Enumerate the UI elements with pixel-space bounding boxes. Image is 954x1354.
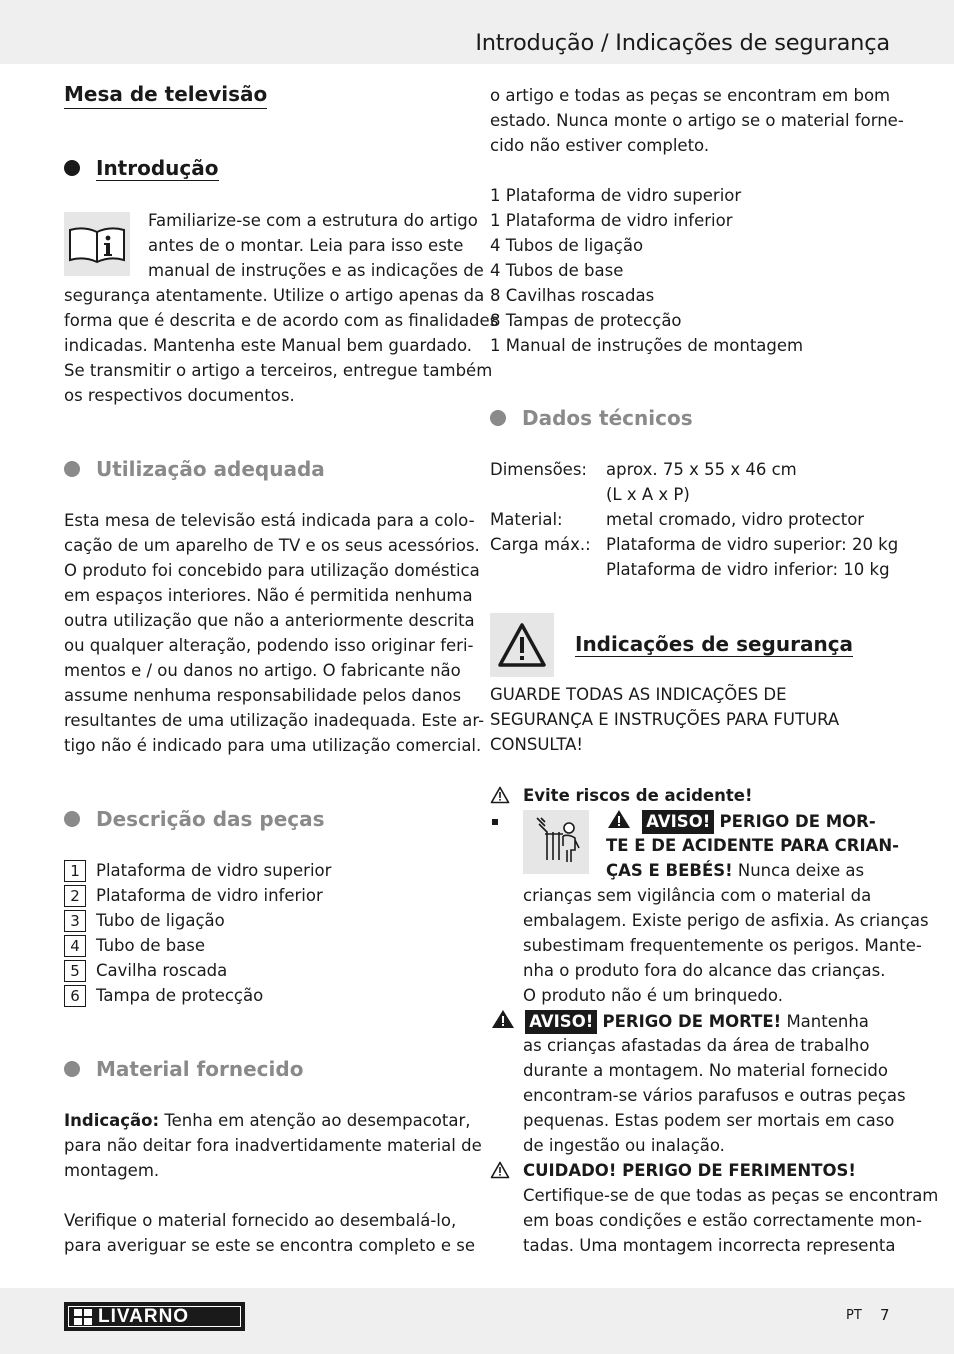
section-title-text: Utilização adequada: [96, 457, 325, 481]
intro-text-line: manual de instruções e as indicações de: [148, 261, 484, 280]
supplied-list-item: 1 Plataforma de vidro inferior: [490, 211, 733, 230]
bullet-icon: [64, 160, 80, 176]
warning-2-text: Mantenha: [781, 1012, 869, 1031]
warning-1-line: subestimam frequentemente os perigos. Mante-: [523, 936, 922, 955]
tech-value: metal cromado, vidro protector: [606, 510, 865, 529]
keep-instructions-line: GUARDE TODAS AS INDICAÇÕES DE: [490, 685, 787, 704]
warning-1-line: embalagem. Existe perigo de asfixia. As crianças: [523, 911, 929, 930]
warning-1-head-line: TE E DE ACIDENTE PARA CRIAN-: [606, 836, 900, 855]
use-text-line: tigo não é indicado para uma utilização comercial.: [64, 736, 482, 755]
use-text-line: mentos e / ou danos no artigo. O fabricante não: [64, 661, 461, 680]
part-label: Plataforma de vidro superior: [96, 861, 332, 880]
bullet-icon: [64, 811, 80, 827]
intro-text-line: indicadas. Mantenha este Manual bem guardado.: [64, 336, 473, 355]
tech-label: Material:: [490, 510, 563, 529]
section-title-supplied: [64, 1055, 303, 1083]
section-title-intended-use: [64, 455, 325, 483]
supplied-list-item: 8 Tampas de protecção: [490, 311, 682, 330]
warning-2-line: as crianças afastadas da área de trabalho: [523, 1036, 870, 1055]
use-text-line: ou qualquer alteração, podendo isso originar feri-: [64, 636, 474, 655]
warning-2-line: pequenas. Estas podem ser mortais em caso: [523, 1111, 895, 1130]
supplied-cont-line: cido não estiver completo.: [490, 136, 710, 155]
part-number: 4: [64, 935, 86, 957]
supplied-cont-line: o artigo e todas as peças se encontram em bom: [490, 86, 891, 105]
use-text-line: assume nenhuma responsabilidade pelos danos: [64, 686, 462, 705]
tech-value: (L x A x P): [606, 485, 690, 504]
part-number: 2: [64, 885, 86, 907]
supplied-list-item: 1 Plataforma de vidro superior: [490, 186, 742, 205]
section-title-safety: [575, 630, 853, 658]
part-label: Tampa de protecção: [96, 986, 264, 1005]
tech-value: Plataforma de vidro inferior: 10 kg: [606, 560, 890, 579]
accident-heading: Evite riscos de acidente!: [523, 786, 753, 805]
logo-squares-icon: [74, 1309, 92, 1325]
supplied-check-line: Verifique o material fornecido ao desembalá-lo,: [64, 1211, 457, 1230]
brand-logo: [64, 1302, 245, 1331]
warning-2-line: durante a montagem. No material fornecido: [523, 1061, 888, 1080]
warning-1-line: O produto não é um brinquedo.: [523, 986, 783, 1005]
section-title-text: Dados técnicos: [522, 406, 693, 430]
supplied-note-line: montagem.: [64, 1161, 160, 1180]
note-text: Tenha em atenção ao desempacotar,: [159, 1111, 471, 1130]
supplied-list-item: 8 Cavilhas roscadas: [490, 286, 655, 305]
use-text-line: em espaços interiores. Não é permitida nenhuma: [64, 586, 473, 605]
warning-triangle-icon: [490, 613, 554, 677]
intro-text-line: antes de o montar. Leia para isso este: [148, 236, 464, 255]
use-text-line: cação de um aparelho de TV e os seus acessórios.: [64, 536, 480, 555]
supplied-list-item: 1 Manual de instruções de montagem: [490, 336, 804, 355]
bullet-icon: [490, 410, 506, 426]
info-manual-icon: [64, 212, 130, 276]
brand-name: LIVARNO: [98, 1305, 190, 1327]
warning-1-line: nha o produto fora do alcance das crianças.: [523, 961, 886, 980]
warning-1-bold-text: ÇAS E BEBÉS!: [606, 861, 733, 880]
square-bullet-icon: [492, 819, 498, 825]
tech-label: Carga máx.:: [490, 535, 591, 554]
use-text-line: Esta mesa de televisão está indicada para a colo-: [64, 511, 475, 530]
section-title-tech-data: [490, 404, 693, 432]
keep-instructions-line: CONSULTA!: [490, 735, 584, 754]
aviso-badge: AVISO!: [642, 810, 714, 834]
warning-3-line: em boas condições e estão correctamente mon-: [523, 1211, 922, 1230]
language-code: PT: [846, 1308, 862, 1323]
part-number: 3: [64, 910, 86, 932]
part-label: Plataforma de vidro inferior: [96, 886, 323, 905]
part-number: 6: [64, 985, 86, 1007]
warning-1-text: Nunca deixe as: [732, 861, 865, 880]
keep-instructions-line: SEGURANÇA E INSTRUÇÕES PARA FUTURA: [490, 710, 840, 729]
section-title-text: Material fornecido: [96, 1057, 304, 1081]
tech-label: Dimensões:: [490, 460, 587, 479]
note-label: Indicação:: [64, 1111, 160, 1130]
section-title-introduction: [64, 154, 219, 182]
tech-value: Plataforma de vidro superior: 20 kg: [606, 535, 899, 554]
warning-3-line: tadas. Uma montagem incorrecta representa: [523, 1236, 896, 1255]
page-header-title: Introdução / Indicações de segurança: [475, 30, 890, 56]
supplied-note-line: [64, 1108, 471, 1133]
small-warning-icon: [490, 786, 510, 808]
warning-3-line: Certifique-se de que todas as peças se encontram: [523, 1186, 939, 1205]
section-title-text: Introdução: [96, 156, 219, 180]
part-number: 5: [64, 960, 86, 982]
warning-1-line: crianças sem vigilância com o material da: [523, 886, 872, 905]
intro-text-line: Se transmitir o artigo a terceiros, entregue também: [64, 361, 493, 380]
warning-1-head-line: [606, 858, 864, 883]
part-label: Tubo de base: [96, 936, 206, 955]
small-warning-icon: [490, 1161, 510, 1183]
supplied-cont-line: estado. Nunca monte o artigo se o material forne-: [490, 111, 904, 130]
document-title: Mesa de televisão: [64, 80, 267, 109]
section-title-text: Indicações de segurança: [575, 632, 854, 656]
use-text-line: O produto foi concebido para utilização doméstica: [64, 561, 480, 580]
section-title-text: Descrição das peças: [96, 807, 325, 831]
intro-text-line: segurança atentamente. Utilize o artigo apenas da: [64, 286, 485, 305]
warning-3-head: CUIDADO! PERIGO DE FERIMENTOS!: [523, 1161, 856, 1180]
intro-text-line: forma que é descrita e de acordo com as finalidades: [64, 311, 499, 330]
use-text-line: resultantes de uma utilização inadequada. Este ar-: [64, 711, 485, 730]
part-label: Cavilha roscada: [96, 961, 228, 980]
page-number: 7: [880, 1306, 890, 1324]
part-number: 1: [64, 860, 86, 882]
intro-text-line: Familiarize-se com a estrutura do artigo: [148, 211, 478, 230]
tech-value: aprox. 75 x 55 x 46 cm: [606, 460, 797, 479]
bullet-icon: [64, 1061, 80, 1077]
section-title-parts: [64, 805, 325, 833]
warning-2-line: de ingestão ou inalação.: [523, 1136, 725, 1155]
warning-1-head-text: PERIGO DE MOR-: [719, 812, 876, 831]
aviso-badge: AVISO!: [525, 1010, 597, 1034]
supplied-note-line: para não deitar fora inadvertidamente material de: [64, 1136, 482, 1155]
small-warning-icon: [490, 1008, 516, 1037]
supplied-list-item: 4 Tubos de ligação: [490, 236, 644, 255]
bullet-icon: [64, 461, 80, 477]
intro-text-line: os respectivos documentos.: [64, 386, 295, 405]
part-label: Tubo de ligação: [96, 911, 225, 930]
supplied-check-line: para averiguar se este se encontra completo e se: [64, 1236, 476, 1255]
child-danger-icon: [523, 810, 589, 874]
use-text-line: outra utilização que não a anteriormente descrita: [64, 611, 475, 630]
warning-2-line: encontram-se vários parafusos e outras peças: [523, 1086, 906, 1105]
supplied-list-item: 4 Tubos de base: [490, 261, 624, 280]
warning-2-bold-text: PERIGO DE MORTE!: [602, 1012, 782, 1031]
